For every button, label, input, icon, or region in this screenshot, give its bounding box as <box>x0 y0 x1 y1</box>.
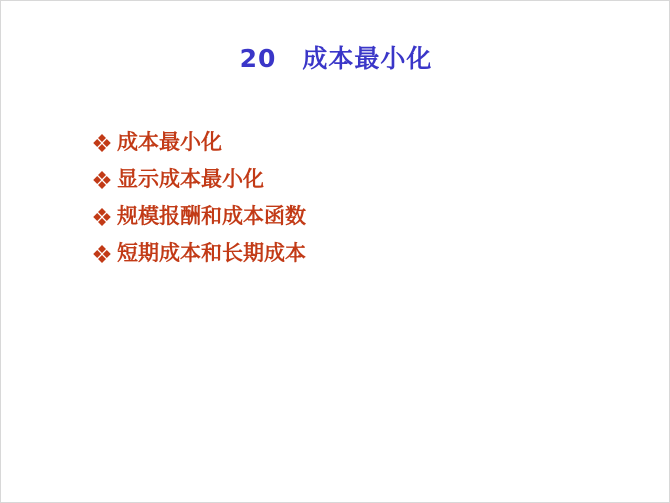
list-item-label: 显示成本最小化 <box>117 167 264 191</box>
list-item-label: 短期成本和长期成本 <box>117 241 306 265</box>
diamond-bullet-icon <box>93 203 113 229</box>
list-item <box>93 129 613 157</box>
list-item-label: 规模报酬和成本函数 <box>117 204 306 228</box>
bullet-list <box>93 129 613 277</box>
list-item <box>93 166 613 194</box>
diamond-bullet-icon <box>93 129 113 155</box>
page-title-number: 20 <box>239 44 277 73</box>
list-item <box>93 203 613 231</box>
list-item <box>93 240 613 268</box>
diamond-bullet-icon <box>93 240 113 266</box>
page-title <box>1 39 670 75</box>
page-title-text: 成本最小化 <box>302 44 433 73</box>
diamond-bullet-icon <box>93 166 113 192</box>
list-item-label: 成本最小化 <box>117 130 222 154</box>
